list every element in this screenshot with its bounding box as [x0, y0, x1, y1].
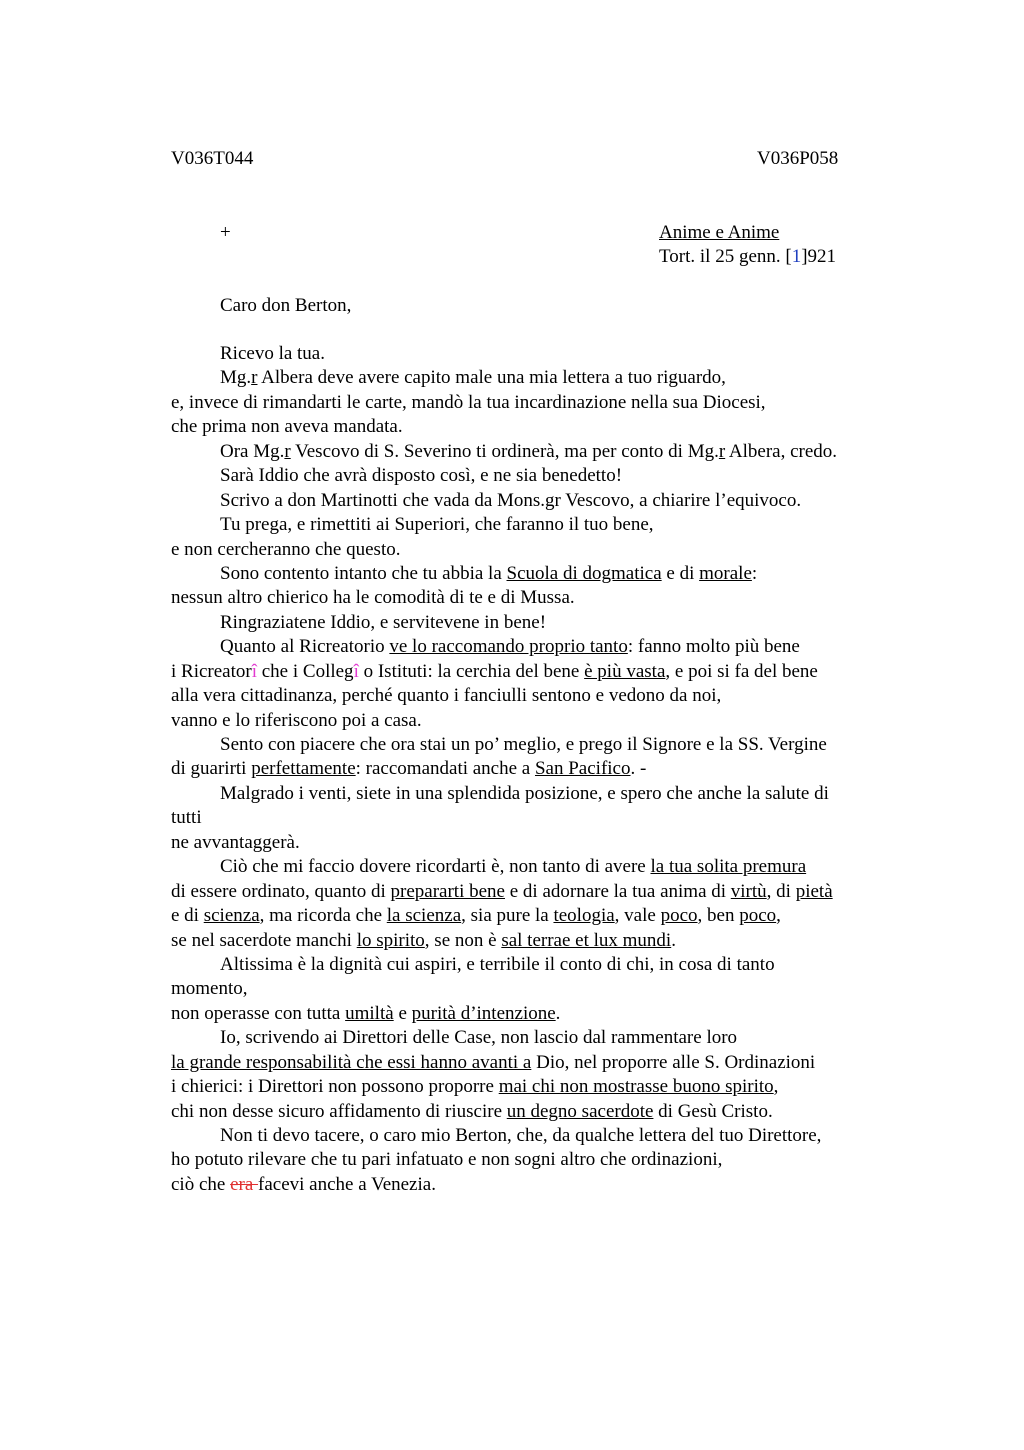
- body-line: ho potuto rilevare che tu pari infatuato e non sogni altro che ordinazioni,: [171, 1149, 723, 1171]
- body-line: che prima non aveva mandata.: [171, 416, 403, 438]
- body-line: ne avvantaggerà.: [171, 831, 300, 853]
- document-code-left: V036T044: [171, 148, 254, 169]
- body-line: Non ti devo tacere, o caro mio Berton, che, da qualche lettera del tuo Direttore,: [220, 1125, 822, 1146]
- body-line: e di scienza, ma ricorda che la scienza, sia pure la teologia, vale poco, ben poco,: [171, 905, 781, 927]
- letter-date: [659, 246, 836, 268]
- body-line: e non cercheranno che questo.: [171, 538, 401, 560]
- body-line: di essere ordinato, quanto di prepararti bene e di adornare la tua anima di virtù, di pietà: [171, 880, 833, 902]
- body-line: nessun altro chierico ha le comodità di te e di Mussa.: [171, 587, 575, 609]
- body-line: ciò che era facevi anche a Venezia.: [171, 1173, 436, 1195]
- body-line: la grande responsabilità che essi hanno avanti a Dio, nel proporre alle S. Ordinazioni: [171, 1051, 816, 1073]
- date-prefix: Tort. il 25 genn. [: [659, 246, 792, 267]
- body-line: Altissima è la dignità cui aspiri, e terribile il conto di chi, in cosa di tanto: [220, 953, 775, 975]
- body-line: Ricevo la tua.: [220, 343, 325, 364]
- body-line: Scrivo a don Martinotti che vada da Mons.gr Vescovo, a chiarire l’equivoco.: [220, 489, 802, 511]
- deleted-text: era: [230, 1173, 259, 1195]
- body-line: Quanto al Ricreatorio ve lo raccomando proprio tanto: fanno molto più bene: [220, 636, 800, 658]
- editorial-mark: î: [353, 660, 359, 682]
- date-suffix: ]921: [801, 246, 837, 267]
- body-line: i chierici: i Direttori non possono proporre mai chi non mostrasse buono spirito,: [171, 1076, 779, 1098]
- body-line: Ora Mg.r Vescovo di S. Severino ti ordinerà, ma per conto di Mg.r Albera, credo.: [220, 440, 838, 462]
- letter-body: [171, 342, 911, 1197]
- letter-title: Anime e Anime: [659, 222, 780, 243]
- editorial-mark: î: [251, 660, 257, 682]
- document-code-right: V036P058: [757, 148, 839, 169]
- body-line: Ringraziatene Iddio, e servitevene in bene!: [220, 611, 547, 633]
- body-line: tutti: [171, 807, 202, 829]
- body-line: Io, scrivendo ai Direttori delle Case, non lascio dal rammentare loro: [220, 1027, 738, 1049]
- body-line: vanno e lo riferiscono poi a casa.: [171, 709, 422, 731]
- body-line: i Ricreatorî che i Collegî o Istituti: la cerchia del bene è più vasta, e poi si fa del bene: [171, 660, 818, 682]
- body-line: alla vera cittadinanza, perché quanto i fanciulli sentono e vedono da noi,: [171, 685, 722, 707]
- body-line: momento,: [171, 978, 248, 1000]
- body-line: e, invece di rimandarti le carte, mandò la tua incardinazione nella sua Diocesi,: [171, 391, 766, 413]
- body-line: Ciò che mi faccio dovere ricordarti è, non tanto di avere la tua solita premura: [220, 856, 807, 878]
- cross-symbol: +: [220, 222, 231, 243]
- salutation: Caro don Berton,: [220, 295, 352, 316]
- body-line: Malgrado i venti, siete in una splendida posizione, e spero che anche la salute di: [220, 782, 829, 804]
- body-line: Sarà Iddio che avrà disposto così, e ne sia benedetto!: [220, 465, 623, 487]
- body-line: Tu prega, e rimettiti ai Superiori, che faranno il tuo bene,: [220, 514, 654, 536]
- body-line: Sono contento intanto che tu abbia la Scuola di dogmatica e di morale:: [220, 562, 758, 584]
- body-line: chi non desse sicuro affidamento di riuscire un degno sacerdote di Gesù Cristo.: [171, 1100, 773, 1122]
- body-line: se nel sacerdote manchi lo spirito, se non è sal terrae et lux mundi.: [171, 929, 676, 951]
- body-line: non operasse con tutta umiltà e purità d’intenzione.: [171, 1002, 561, 1024]
- body-line: Sento con piacere che ora stai un po’ meglio, e prego il Signore e la SS. Vergine: [220, 734, 827, 755]
- body-line: di guarirti perfettamente: raccomandati anche a San Pacifico. -: [171, 758, 647, 780]
- body-line: Mg.r Albera deve avere capito male una mia lettera a tuo riguardo,: [220, 367, 726, 389]
- date-bracket-digit: 1: [791, 246, 802, 267]
